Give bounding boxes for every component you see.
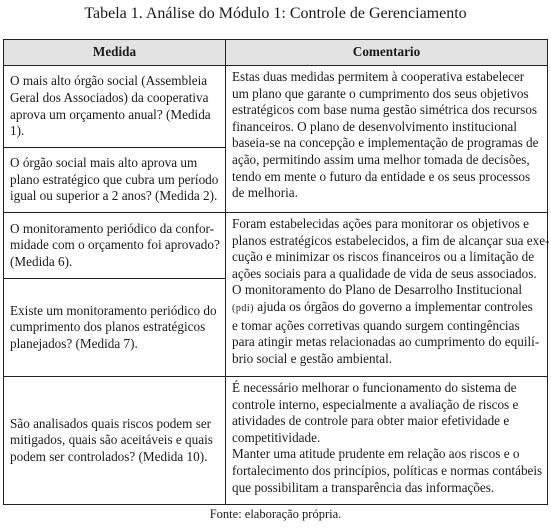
cell-line: fortalecimento dos princípios, políticas e normas contábeis	[232, 462, 543, 478]
measure-cell	[4, 66, 226, 148]
cell-line: São analisados quais riscos podem ser	[10, 415, 212, 431]
cell-line: ação, permitindo assim uma melhor tomada de decisões,	[232, 151, 530, 167]
measure-cell	[4, 279, 226, 377]
comment-cell	[226, 377, 548, 505]
cell-line: podem ser controlados? (Medida 10).	[10, 448, 208, 464]
cell-line: mitigados, quais são aceitáveis e quais	[10, 432, 213, 448]
cell-line: Geral dos Associados) da cooperativa	[10, 89, 209, 105]
cell-line: 1).	[10, 123, 25, 139]
measure-cell	[4, 148, 226, 213]
measure-cell	[4, 213, 226, 279]
cell-line: cumprimento dos planos estratégicos	[10, 319, 206, 335]
pdi-abbreviation: (pdi)	[232, 302, 254, 314]
cell-line: competitividade.	[232, 429, 321, 445]
cell-line: O monitoramento periódico da confor-	[10, 220, 215, 236]
cell-line: tendo em mente o futuro da entidade e os seus processos	[232, 168, 531, 184]
cell-line: planejados? (Medida 7).	[10, 335, 138, 351]
cell-line: financeiros. O plano de desenvolvimento institucional	[232, 118, 517, 134]
cell-line: ações sociais para a qualidade de vida de seus associados.	[232, 265, 537, 281]
table-row	[4, 66, 548, 148]
cell-line: O monitoramento do Plano de Desarrolho Institucional	[232, 282, 523, 298]
cell-line: controle interno, especialmente a avaliação de riscos e	[232, 396, 519, 412]
cell-line: baseia-se na concepção e implementação de programas de	[232, 135, 539, 151]
cell-line	[232, 299, 542, 318]
table-row	[4, 377, 548, 505]
cell-line: cução e minimizar os riscos financeiros ou a limitação de	[232, 249, 535, 265]
cell-line: que possibilitam a transparência das informações.	[232, 479, 495, 495]
cell-line: Existe um monitoramento periódico do	[10, 302, 217, 318]
cell-line: estratégicos com base numa gestão simétrica dos recursos	[232, 102, 538, 118]
header-comentario: Comentario	[226, 40, 548, 66]
cell-line: igual ou superior a 2 anos? (Medida 2).	[10, 188, 218, 204]
comment-cell	[226, 213, 548, 377]
cell-line: e tomar ações corretivas quando surgem contingências	[232, 317, 520, 333]
cell-line: um plano que garante o cumprimento dos seus objetivos	[232, 85, 529, 101]
table-source-note: Fonte: elaboração própria.	[209, 507, 342, 521]
measure-cell	[4, 377, 226, 505]
table-caption: Tabela 1. Análise do Módulo 1: Controle de Gerenciamento	[84, 5, 467, 22]
cell-line: brio social e gestão ambiental.	[232, 350, 393, 366]
table-header-row	[4, 40, 548, 66]
cell-line: planos estratégicos estabelecidos, a fim de alcançar sua exe-	[232, 232, 550, 248]
cell-line: para atingir metas relacionadas ao cumprimento do equilí-	[232, 334, 540, 350]
cell-line: midade com o orçamento foi aprovado?	[10, 237, 220, 253]
cell-line: Estas duas medidas permitem à cooperativa estabelecer	[232, 69, 525, 84]
cell-line: Manter uma atitude prudente em relação aos riscos e o	[232, 446, 520, 462]
cell-line: aprova um orçamento anual? (Medida	[10, 106, 211, 122]
comment-cell	[226, 66, 548, 213]
cell-line: de melhoria.	[232, 185, 298, 201]
cell-line: (Medida 6).	[10, 253, 73, 269]
table-row	[4, 213, 548, 279]
cell-line: plano estratégico que cubra um período	[10, 171, 219, 187]
analysis-table	[3, 39, 548, 505]
cell-line: atividades de controle para obter maior efetividade e	[232, 413, 510, 429]
cell-line: Foram estabelecidas ações para monitorar os objetivos e	[232, 216, 529, 231]
cell-line: É necessário melhorar o funcionamento do sistema de	[232, 380, 517, 395]
cell-line: O mais alto órgão social (Assembleia	[10, 73, 208, 89]
cell-line: O órgão social mais alto aprova um	[10, 155, 198, 171]
cell-line-text: ajuda os órgãos do governo a implementar controles	[253, 298, 533, 314]
header-medida: Medida	[4, 40, 226, 66]
